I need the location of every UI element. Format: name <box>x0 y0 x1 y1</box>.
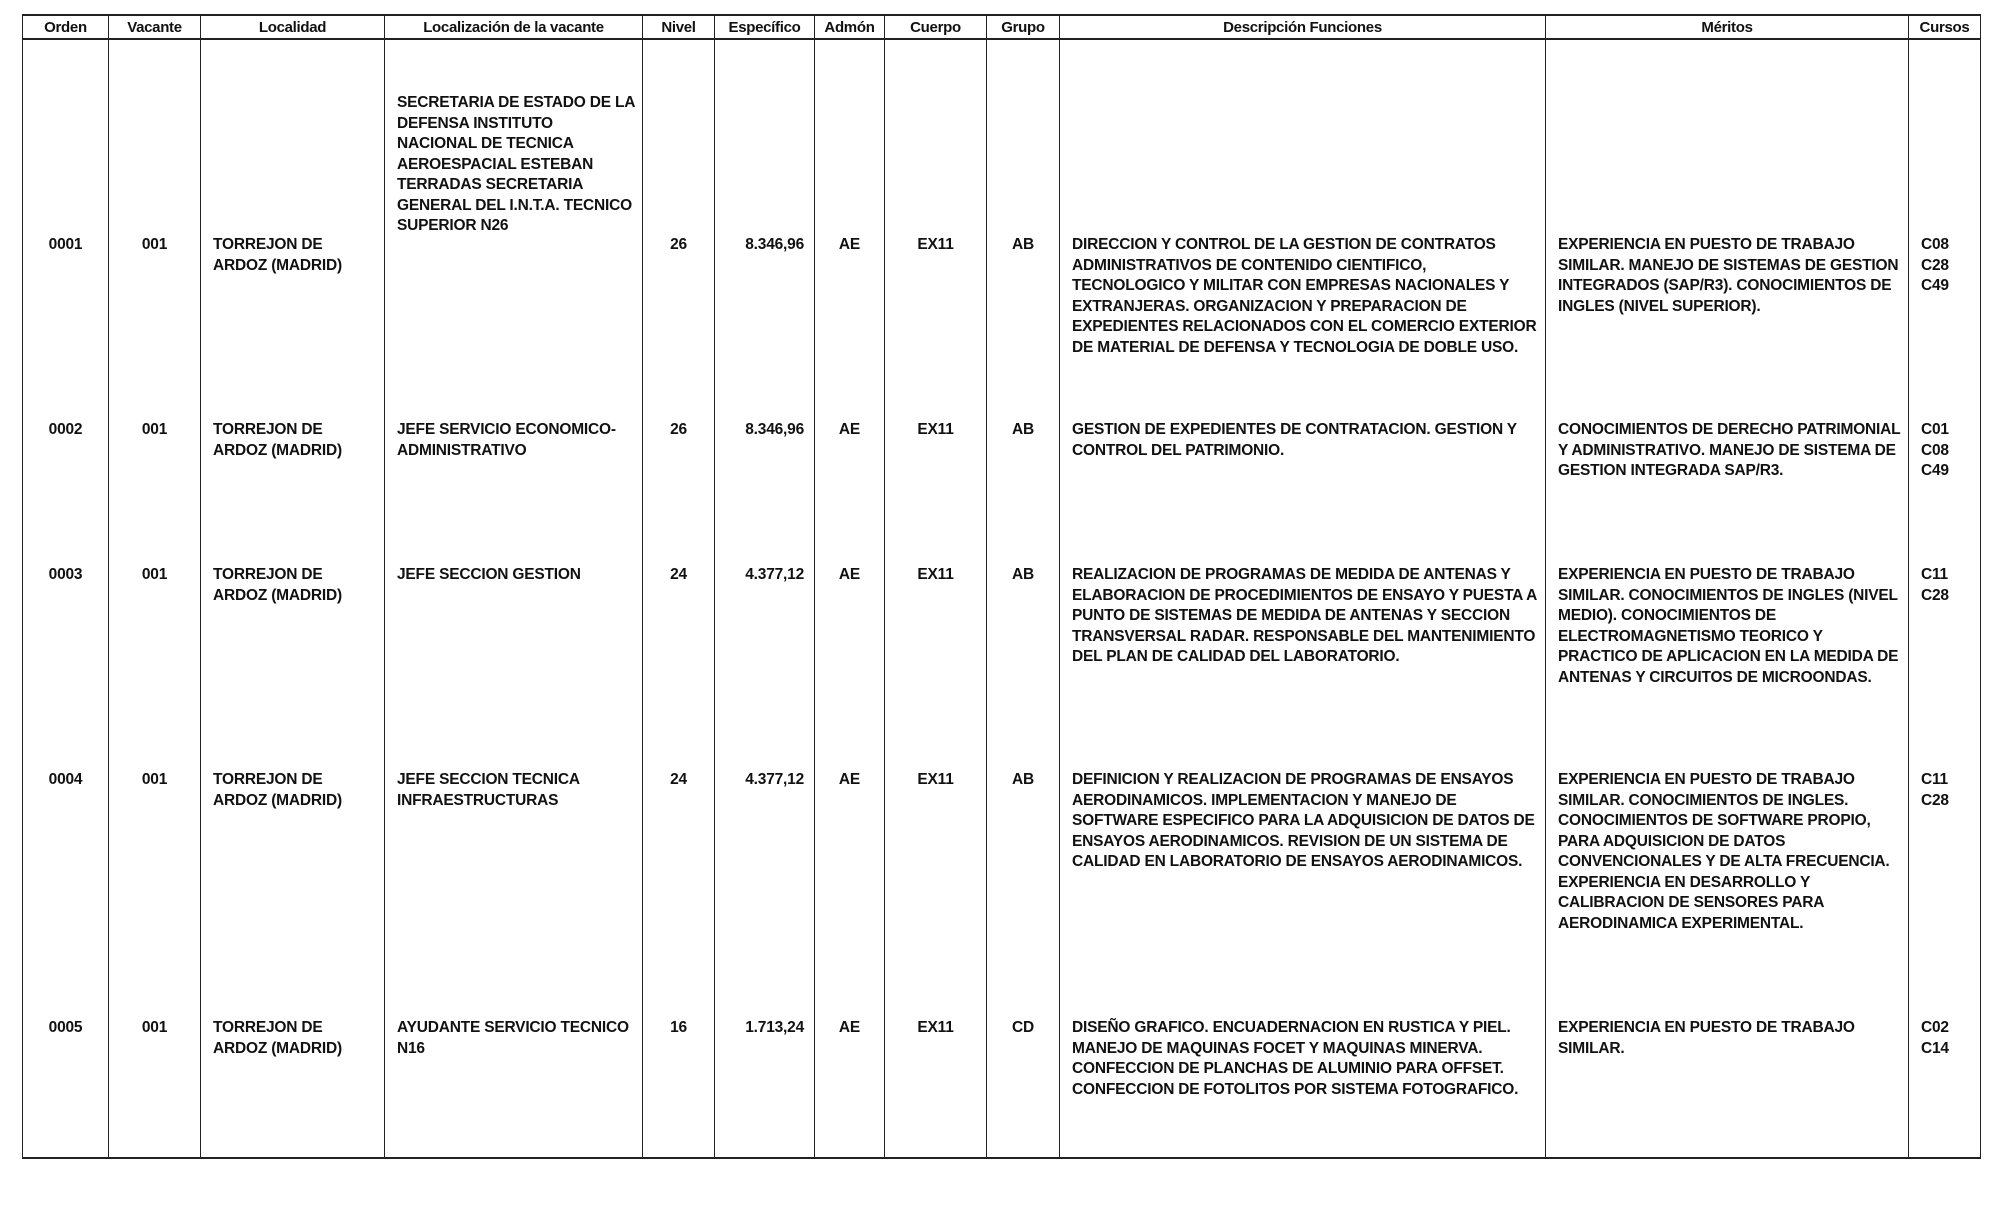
vacancy-table <box>22 14 1981 1159</box>
cell-cuerpo <box>885 770 987 1018</box>
cell-meritos <box>1546 39 1909 420</box>
cell-especifico <box>715 770 815 1018</box>
cell-descripcion <box>1060 565 1546 770</box>
localizacion-value: SECRETARIA DE ESTADO DE LA DEFENSA INSTITUTO NACIONAL DE TECNICA AEROESPACIAL ESTEBAN TERRADAS SECRETARIA GENERAL DEL I.N.T.A. TECNICO SUPERIOR N26 <box>397 94 635 234</box>
cell-localizacion <box>385 39 643 420</box>
descripcion-value: REALIZACION DE PROGRAMAS DE MEDIDA DE ANTENAS Y ELABORACION DE PROCEDIMIENTOS DE ENSAYO Y PUESTA A PUNTO DE SISTEMAS DE MEDIDA DE ANTENAS Y SECCION TRANSVERSAL RADAR. RESPONSABLE DEL MANTENIMIENTO DEL PLAN DE CALIDAD DEL LABORATORIO. <box>1072 566 1537 665</box>
localidad-value: TORREJON DE ARDOZ (MADRID) <box>213 421 342 459</box>
especifico-value: 1.713,24 <box>745 1019 804 1036</box>
orden-value: 0001 <box>48 236 83 253</box>
cell-localizacion <box>385 1018 643 1158</box>
col-header-orden: Orden <box>23 15 109 39</box>
cell-admon <box>815 1018 885 1158</box>
cell-descripcion <box>1060 420 1546 565</box>
col-header-cursos: Cursos <box>1909 15 1981 39</box>
cell-grupo <box>987 770 1060 1018</box>
cell-orden <box>23 770 109 1018</box>
meritos-value: CONOCIMIENTOS DE DERECHO PATRIMONIAL Y ADMINISTRATIVO. MANEJO DE SISTEMA DE GESTION INTEGRADA SAP/R3. <box>1558 421 1901 479</box>
meritos-value: EXPERIENCIA EN PUESTO DE TRABAJO SIMILAR. CONOCIMIENTOS DE INGLES. CONOCIMIENTOS DE SOFTWARE PROPIO, PARA ADQUISICION DE DATOS CONVENCIONALES Y DE ALTA FRECUENCIA. EXPERIENCIA EN DESARROLLO Y CALIBRACION DE SENSORES PARA AERODINAMICA EXPERIMENTAL. <box>1558 771 1890 932</box>
col-header-nivel: Nivel <box>643 15 715 39</box>
localidad-value: TORREJON DE ARDOZ (MADRID) <box>213 236 342 274</box>
cell-especifico <box>715 1018 815 1158</box>
localidad-value: TORREJON DE ARDOZ (MADRID) <box>213 1019 342 1057</box>
curso-code: C28 <box>1921 586 1949 604</box>
cell-meritos <box>1546 770 1909 1018</box>
cell-localidad <box>201 1018 385 1158</box>
cell-especifico <box>715 420 815 565</box>
cell-localizacion <box>385 565 643 770</box>
localizacion-value: JEFE SECCION TECNICA INFRAESTRUCTURAS <box>397 771 580 809</box>
cell-cursos <box>1909 1018 1981 1158</box>
cell-orden <box>23 565 109 770</box>
cell-cursos <box>1909 420 1981 565</box>
cell-especifico <box>715 565 815 770</box>
admon-value: AE <box>838 771 861 788</box>
cell-localizacion <box>385 420 643 565</box>
cell-meritos <box>1546 565 1909 770</box>
curso-code: C28 <box>1921 791 1949 809</box>
nivel-value: 16 <box>670 1019 687 1036</box>
localizacion-value: AYUDANTE SERVICIO TECNICO N16 <box>397 1019 629 1057</box>
curso-code: C14 <box>1921 1039 1949 1057</box>
nivel-value: 26 <box>670 236 687 253</box>
localidad-value: TORREJON DE ARDOZ (MADRID) <box>213 566 342 604</box>
descripcion-value: DISEÑO GRAFICO. ENCUADERNACION EN RUSTICA Y PIEL. MANEJO DE MAQUINAS FOCET Y MAQUINAS MINERVA. CONFECCION DE PLANCHAS DE ALUMINIO PARA OFFSET. CONFECCION DE FOTOLITOS POR SISTEMA FOTOGRAFICO. <box>1072 1019 1519 1098</box>
cuerpo-value: EX11 <box>917 566 954 583</box>
col-header-localizacion: Localización de la vacante <box>385 15 643 39</box>
cell-meritos <box>1546 1018 1909 1158</box>
cell-nivel <box>643 565 715 770</box>
col-header-meritos: Méritos <box>1546 15 1909 39</box>
cell-localidad <box>201 770 385 1018</box>
localizacion-value: JEFE SERVICIO ECONOMICO-ADMINISTRATIVO <box>397 421 616 459</box>
cell-grupo <box>987 1018 1060 1158</box>
col-header-descripcion: Descripción Funciones <box>1060 15 1546 39</box>
cell-admon <box>815 39 885 420</box>
cuerpo-value: EX11 <box>917 771 954 788</box>
orden-value: 0005 <box>48 1019 83 1036</box>
descripcion-value: GESTION DE EXPEDIENTES DE CONTRATACION. GESTION Y CONTROL DEL PATRIMONIO. <box>1072 421 1517 459</box>
cell-grupo <box>987 565 1060 770</box>
localizacion-value: JEFE SECCION GESTION <box>397 566 581 583</box>
col-header-cuerpo: Cuerpo <box>885 15 987 39</box>
vacante-value: 001 <box>141 566 168 583</box>
cell-vacante <box>109 39 201 420</box>
grupo-value: CD <box>1012 1019 1034 1036</box>
table-row <box>23 420 1981 565</box>
meritos-value: EXPERIENCIA EN PUESTO DE TRABAJO SIMILAR. MANEJO DE SISTEMAS DE GESTION INTEGRADOS (SAP/R3). CONOCIMIENTOS DE INGLES (NIVEL SUPERIOR). <box>1558 236 1899 315</box>
table-row <box>23 39 1981 420</box>
cell-orden <box>23 1018 109 1158</box>
cell-cursos <box>1909 39 1981 420</box>
cell-admon <box>815 565 885 770</box>
curso-code: C01 <box>1921 421 1949 438</box>
orden-value: 0003 <box>48 566 83 583</box>
table-header <box>23 15 1981 39</box>
grupo-value: AB <box>1012 566 1034 583</box>
cell-nivel <box>643 39 715 420</box>
grupo-value: AB <box>1012 421 1034 438</box>
admon-value: AE <box>838 236 861 253</box>
meritos-value: EXPERIENCIA EN PUESTO DE TRABAJO SIMILAR. CONOCIMIENTOS DE INGLES (NIVEL MEDIO). CONOCIMIENTOS DE ELECTROMAGNETISMO TEORICO Y PRACTICO DE APLICACION EN LA MEDIDA DE ANTENAS Y CIRCUITOS DE MICROONDAS. <box>1558 566 1899 686</box>
orden-value: 0002 <box>48 421 83 438</box>
table-row <box>23 770 1981 1018</box>
cell-grupo <box>987 39 1060 420</box>
cell-admon <box>815 420 885 565</box>
col-header-especifico: Específico <box>715 15 815 39</box>
cell-cursos <box>1909 565 1981 770</box>
cuerpo-value: EX11 <box>917 236 954 253</box>
cell-localidad <box>201 420 385 565</box>
cuerpo-value: EX11 <box>917 1019 954 1036</box>
descripcion-value: DEFINICION Y REALIZACION DE PROGRAMAS DE ENSAYOS AERODINAMICOS. IMPLEMENTACION Y MANEJO DE SOFTWARE ESPECIFICO PARA LA ADQUISICION DE DATOS DE ENSAYOS AERODINAMICOS. REVISION DE UN SISTEMA DE CALIDAD EN LABORATORIO DE ENSAYOS AERODINAMICOS. <box>1072 771 1535 870</box>
meritos-value: EXPERIENCIA EN PUESTO DE TRABAJO SIMILAR. <box>1558 1019 1855 1057</box>
curso-code: C08 <box>1921 236 1949 253</box>
cell-orden <box>23 420 109 565</box>
especifico-value: 8.346,96 <box>745 421 804 438</box>
especifico-value: 4.377,12 <box>745 771 804 788</box>
admon-value: AE <box>838 421 861 438</box>
nivel-value: 24 <box>670 771 687 788</box>
grupo-value: AB <box>1012 236 1034 253</box>
table-row <box>23 1018 1981 1158</box>
cell-cuerpo <box>885 565 987 770</box>
cell-cuerpo <box>885 420 987 565</box>
cell-localidad <box>201 565 385 770</box>
cell-localidad <box>201 39 385 420</box>
cell-orden <box>23 39 109 420</box>
cell-admon <box>815 770 885 1018</box>
curso-code: C49 <box>1921 277 1949 294</box>
col-header-vacante: Vacante <box>109 15 201 39</box>
nivel-value: 26 <box>670 421 687 438</box>
vacante-value: 001 <box>141 1019 168 1036</box>
cell-descripcion <box>1060 1018 1546 1158</box>
curso-code: C02 <box>1921 1019 1949 1036</box>
cell-vacante <box>109 770 201 1018</box>
cell-vacante <box>109 565 201 770</box>
col-header-localidad: Localidad <box>201 15 385 39</box>
curso-code: C08 <box>1921 441 1949 459</box>
localidad-value: TORREJON DE ARDOZ (MADRID) <box>213 771 342 809</box>
orden-value: 0004 <box>48 771 83 788</box>
especifico-value: 8.346,96 <box>745 236 804 253</box>
cell-nivel <box>643 420 715 565</box>
curso-code: C49 <box>1921 462 1949 479</box>
cell-cursos <box>1909 770 1981 1018</box>
header-row <box>23 15 1981 39</box>
cell-grupo <box>987 420 1060 565</box>
table-row <box>23 565 1981 770</box>
cell-vacante <box>109 1018 201 1158</box>
nivel-value: 24 <box>670 566 687 583</box>
cell-nivel <box>643 1018 715 1158</box>
cell-descripcion <box>1060 39 1546 420</box>
col-header-grupo: Grupo <box>987 15 1060 39</box>
table-body <box>23 39 1981 1158</box>
cell-especifico <box>715 39 815 420</box>
curso-code: C11 <box>1921 566 1948 583</box>
descripcion-value: DIRECCION Y CONTROL DE LA GESTION DE CONTRATOS ADMINISTRATIVOS DE CONTENIDO CIENTIFICO, TECNOLOGICO Y MILITAR CON EMPRESAS NACIONALES Y EXTRANJERAS. ORGANIZACION Y PREPARACION DE EXPEDIENTES RELACIONADOS CON EL COMERCIO EXTERIOR DE MATERIAL DE DEFENSA Y TECNOLOGIA DE DOBLE USO. <box>1072 236 1537 356</box>
cell-meritos <box>1546 420 1909 565</box>
cell-cuerpo <box>885 1018 987 1158</box>
curso-code: C11 <box>1921 771 1948 788</box>
cuerpo-value: EX11 <box>917 421 954 438</box>
admon-value: AE <box>838 1019 861 1036</box>
cell-localizacion <box>385 770 643 1018</box>
grupo-value: AB <box>1012 771 1034 788</box>
especifico-value: 4.377,12 <box>745 566 804 583</box>
vacante-value: 001 <box>141 421 168 438</box>
vacante-value: 001 <box>141 771 168 788</box>
cell-cuerpo <box>885 39 987 420</box>
curso-code: C28 <box>1921 256 1949 274</box>
vacante-value: 001 <box>141 236 168 253</box>
admon-value: AE <box>838 566 861 583</box>
cell-nivel <box>643 770 715 1018</box>
col-header-admon: Admón <box>815 15 885 39</box>
cell-vacante <box>109 420 201 565</box>
cell-descripcion <box>1060 770 1546 1018</box>
